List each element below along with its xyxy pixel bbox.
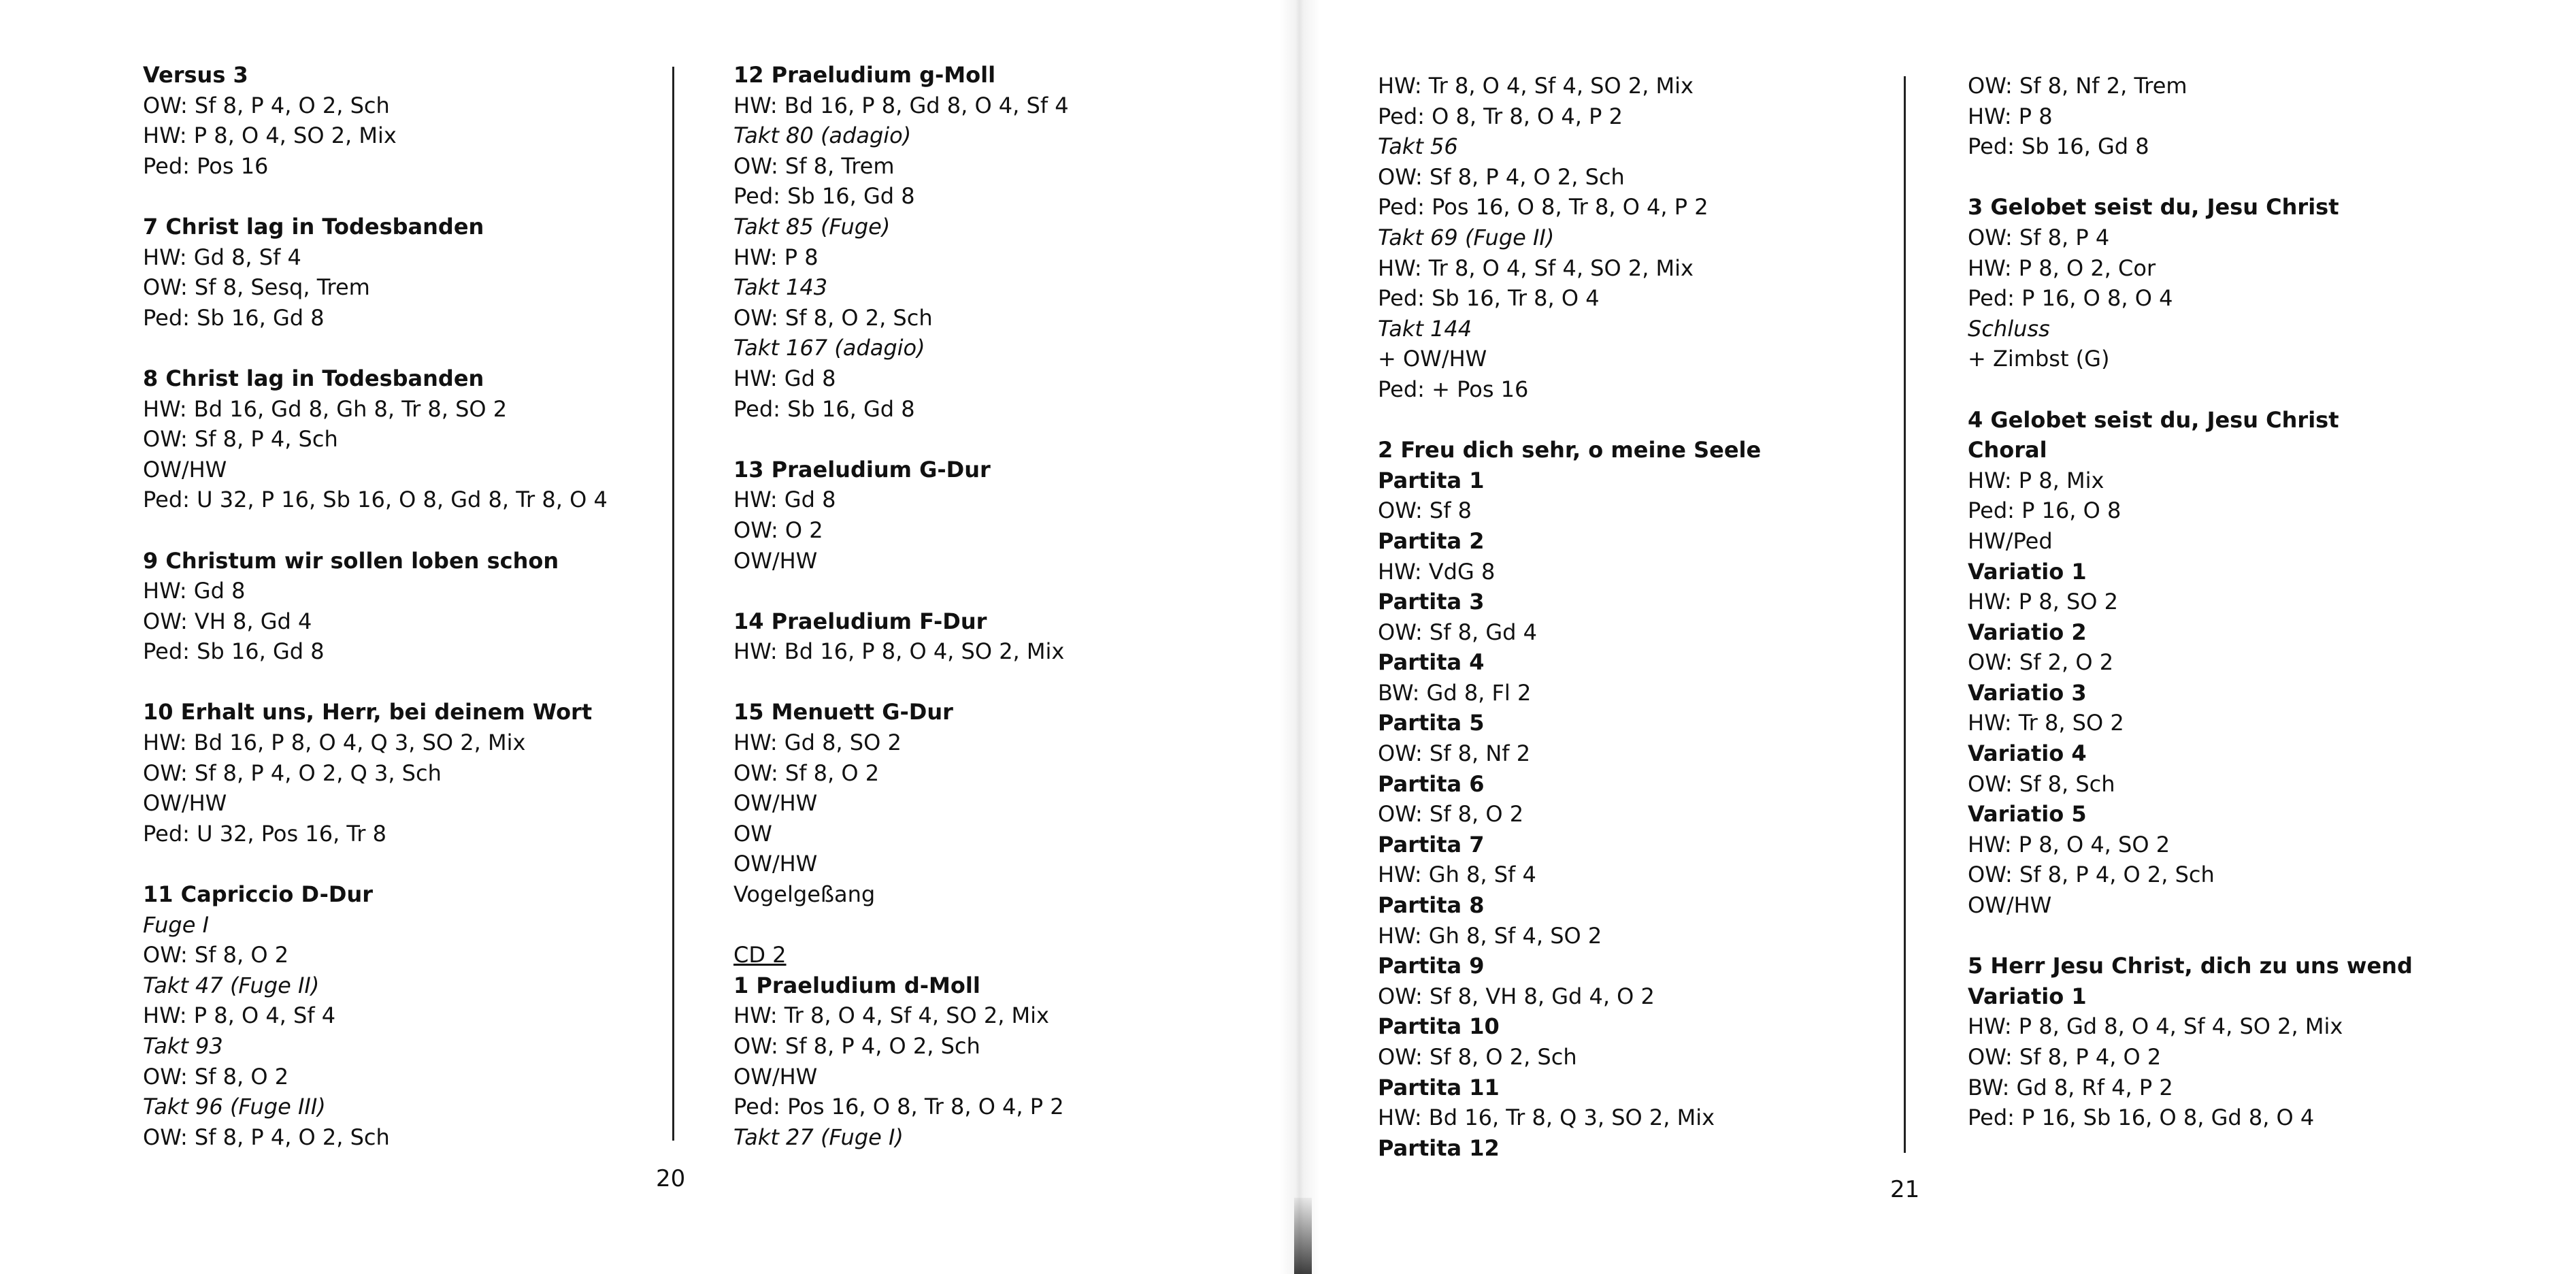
entry-note: Takt 85 (Fuge)	[733, 213, 891, 240]
registration-line: HW: Gh 8, Sf 4, SO 2	[1378, 922, 1602, 949]
entry-heading: Partita 5	[1378, 710, 1485, 736]
registration-line: OW/HW	[733, 547, 818, 574]
entry-note: Takt 143	[733, 274, 828, 301]
entry-note: Takt 80 (adagio)	[733, 122, 912, 149]
registration-line: HW: Bd 16, Gd 8, Gh 8, Tr 8, SO 2	[143, 395, 508, 422]
registration-line: OW: Sf 8, Trem	[733, 152, 895, 179]
entry-heading: 12 Praeludium g-Moll	[733, 62, 996, 88]
registration-line: HW: Bd 16, P 8, Gd 8, O 4, Sf 4	[733, 92, 1069, 118]
registration-line: OW: Sf 8, VH 8, Gd 4, O 2	[1378, 983, 1655, 1009]
registration-line: OW: Sf 8, P 4, Sch	[143, 426, 338, 453]
registration-line: HW: Tr 8, O 4, Sf 4, SO 2, Mix	[1378, 73, 1694, 99]
registration-line: HW: Bd 16, P 8, O 4, Q 3, SO 2, Mix	[143, 730, 526, 756]
registration-line: HW: VdG 8	[1378, 558, 1496, 585]
registration-line: OW/HW	[143, 790, 227, 817]
registration-line: OW: Sf 8, O 2	[143, 1063, 289, 1090]
registration-line: Ped: Sb 16, Gd 8	[733, 183, 915, 210]
registration-line: HW: Gh 8, Sf 4	[1378, 862, 1536, 888]
entry-heading: Partita 11	[1378, 1074, 1500, 1100]
registration-line: HW: Tr 8, SO 2	[1968, 710, 2124, 736]
registration-line: HW: Gd 8, SO 2	[733, 730, 902, 756]
entry-heading: 13 Praeludium G-Dur	[733, 456, 991, 483]
entry-note: Schluss	[1968, 315, 2050, 342]
entry-heading: Variatio 1	[1968, 558, 2087, 585]
section-label: CD 2	[733, 942, 787, 968]
registration-line: HW: P 8, Mix	[1968, 467, 2104, 493]
column-rule-right	[1904, 76, 1906, 1153]
entry-note: Takt 47 (Fuge II)	[143, 972, 320, 998]
entry-heading: 11 Capriccio D-Dur	[143, 881, 373, 908]
registration-line: HW: P 8, Gd 8, O 4, Sf 4, SO 2, Mix	[1968, 1013, 2343, 1040]
registration-line: HW: Gd 8	[143, 578, 246, 604]
registration-line: OW: Sf 8, Nf 2, Trem	[1968, 73, 2187, 99]
registration-line: HW: Bd 16, Tr 8, Q 3, SO 2, Mix	[1378, 1105, 1715, 1131]
registration-line: OW: Sf 8, P 4, O 2, Sch	[733, 1033, 980, 1059]
registration-line: OW: Sf 8, Sch	[1968, 770, 2115, 797]
entry-heading: Variatio 2	[1968, 619, 2087, 645]
entry-heading: Variatio 4	[1968, 740, 2087, 767]
right-page-column-1	[1378, 71, 1761, 1163]
entry-note: Takt 27 (Fuge I)	[733, 1124, 904, 1150]
spacer	[733, 667, 1069, 698]
registration-line: OW: Sf 8, P 4, O 2	[1968, 1044, 2162, 1070]
registration-line: + OW/HW	[1378, 346, 1487, 372]
entry-note: Takt 56	[1378, 133, 1458, 160]
registration-line: HW: Tr 8, O 4, Sf 4, SO 2, Mix	[1378, 255, 1694, 281]
spacer	[733, 576, 1069, 606]
registration-line: OW: Sf 8, O 2	[1378, 801, 1524, 828]
entry-heading: 9 Christum wir sollen loben schon	[143, 547, 559, 574]
registration-line: Ped: Sb 16, Gd 8	[1968, 133, 2149, 160]
entry-heading: Versus 3	[143, 62, 248, 88]
entry-heading: Partita 10	[1378, 1013, 1500, 1040]
registration-line: Ped: O 8, Tr 8, O 4, P 2	[1378, 103, 1623, 129]
registration-line: HW: Bd 16, P 8, O 4, SO 2, Mix	[733, 638, 1065, 665]
registration-line: HW: Gd 8	[733, 365, 836, 391]
entry-heading: 14 Praeludium F-Dur	[733, 608, 987, 634]
spacer	[143, 849, 608, 879]
registration-line: HW: Gd 8, Sf 4	[143, 244, 301, 270]
spacer	[143, 181, 608, 212]
entry-heading: Partita 9	[1378, 953, 1485, 979]
entry-heading: Partita 3	[1378, 589, 1485, 615]
registration-line: OW/HW	[733, 790, 818, 817]
entry-heading: Choral	[1968, 437, 2047, 463]
registration-line: HW: P 8	[1968, 103, 2053, 129]
registration-line: HW: P 8	[733, 244, 819, 270]
registration-line: OW: Sf 8, O 2	[733, 760, 880, 786]
registration-line: Ped: P 16, O 8, O 4	[1968, 285, 2173, 312]
registration-line: Ped: Pos 16, O 8, Tr 8, O 4, P 2	[733, 1094, 1064, 1120]
registration-line: HW: Tr 8, O 4, Sf 4, SO 2, Mix	[733, 1002, 1049, 1029]
left-page-column-1	[143, 60, 608, 1152]
entry-heading: 1 Praeludium d-Moll	[733, 972, 980, 998]
spacer	[143, 667, 608, 698]
registration-line: HW: P 8, SO 2	[1968, 589, 2118, 615]
entry-heading: 15 Menuett G-Dur	[733, 699, 953, 725]
left-page-column-2	[733, 60, 1069, 1152]
entry-note: Takt 69 (Fuge II)	[1378, 224, 1555, 250]
registration-line: OW: Sf 8, P 4, O 2, Sch	[143, 1124, 390, 1150]
registration-line: OW: Sf 8, P 4, O 2, Q 3, Sch	[143, 760, 442, 786]
registration-line: OW/HW	[143, 456, 227, 483]
entry-heading: Partita 6	[1378, 770, 1485, 797]
entry-heading: 2 Freu dich sehr, o meine Seele	[1378, 437, 1762, 463]
spacer	[143, 515, 608, 546]
entry-heading: Partita 4	[1378, 649, 1485, 676]
spacer	[1968, 921, 2413, 951]
page-number-right: 21	[1890, 1176, 1920, 1203]
spacer	[1968, 162, 2413, 193]
entry-note: Takt 96 (Fuge III)	[143, 1094, 326, 1120]
registration-line: OW: Sf 8, Nf 2	[1378, 740, 1531, 767]
registration-line: Ped: Pos 16, O 8, Tr 8, O 4, P 2	[1378, 194, 1708, 220]
registration-line: OW: Sf 8, O 2	[143, 942, 289, 968]
registration-line: OW: Sf 8	[1378, 497, 1472, 524]
entry-heading: Partita 2	[1378, 527, 1485, 554]
registration-line: OW/HW	[1968, 892, 2052, 919]
registration-line: OW/HW	[733, 851, 818, 877]
page-gutter	[1279, 0, 1320, 1274]
registration-line: Ped: U 32, P 16, Sb 16, O 8, Gd 8, Tr 8, O 4	[143, 487, 608, 513]
entry-heading: 8 Christ lag in Todesbanden	[143, 365, 484, 391]
registration-line: HW/Ped	[1968, 527, 2053, 554]
registration-line: OW: Sf 8, Sesq, Trem	[143, 274, 370, 301]
registration-line: OW: Sf 8, P 4, O 2, Sch	[1378, 163, 1625, 190]
registration-line: OW: Sf 8, P 4	[1968, 224, 2110, 250]
registration-line: OW	[733, 820, 772, 847]
registration-line: Ped: U 32, Pos 16, Tr 8	[143, 820, 386, 847]
spacer	[1968, 374, 2413, 405]
gutter-shadow	[1294, 1198, 1312, 1274]
page-number-left: 20	[656, 1165, 686, 1192]
registration-line: Vogelgeßang	[733, 881, 876, 908]
registration-line: OW: Sf 8, P 4, O 2, Sch	[1968, 862, 2215, 888]
entry-heading: 3 Gelobet seist du, Jesu Christ	[1968, 194, 2339, 220]
registration-line: Ped: + Pos 16	[1378, 376, 1529, 402]
registration-line: OW: Sf 2, O 2	[1968, 649, 2114, 676]
entry-note: Fuge I	[143, 911, 209, 938]
entry-heading: Variatio 3	[1968, 679, 2087, 706]
column-rule-left	[672, 67, 674, 1141]
entry-heading: Variatio 1	[1968, 983, 2087, 1009]
entry-note: Takt 167 (adagio)	[733, 335, 925, 361]
spacer	[143, 333, 608, 363]
entry-heading: 10 Erhalt uns, Herr, bei deinem Wort	[143, 699, 593, 725]
registration-line: Ped: P 16, Sb 16, O 8, Gd 8, O 4	[1968, 1105, 2315, 1131]
entry-heading: 7 Christ lag in Todesbanden	[143, 213, 484, 240]
registration-line: OW: Sf 8, O 2, Sch	[733, 304, 933, 331]
registration-line: OW: Sf 8, O 2, Sch	[1378, 1044, 1577, 1070]
entry-note: Takt 93	[143, 1033, 223, 1059]
entry-heading: Partita 8	[1378, 892, 1485, 919]
registration-line: BW: Gd 8, Rf 4, P 2	[1968, 1074, 2173, 1100]
registration-line: Ped: Pos 16	[143, 152, 269, 179]
spacer	[1378, 405, 1761, 436]
registration-line: Ped: Sb 16, Gd 8	[733, 395, 915, 422]
registration-line: OW: Sf 8, Gd 4	[1378, 619, 1537, 645]
registration-line: OW/HW	[733, 1063, 818, 1090]
registration-line: Ped: Sb 16, Gd 8	[143, 304, 325, 331]
registration-line: Ped: P 16, O 8	[1968, 497, 2121, 524]
registration-line: OW: O 2	[733, 517, 823, 543]
registration-line: HW: Gd 8	[733, 487, 836, 513]
registration-line: HW: P 8, O 4, Sf 4	[143, 1002, 336, 1029]
registration-line: HW: P 8, O 4, SO 2, Mix	[143, 122, 397, 149]
spacer	[733, 424, 1069, 455]
entry-heading: Partita 12	[1378, 1134, 1500, 1161]
entry-heading: 4 Gelobet seist du, Jesu Christ	[1968, 406, 2339, 433]
right-page-column-2	[1968, 71, 2413, 1133]
registration-line: HW: P 8, O 2, Cor	[1968, 255, 2156, 281]
entry-note: Takt 144	[1378, 315, 1472, 342]
registration-line: Ped: Sb 16, Gd 8	[143, 638, 325, 665]
entry-heading: Variatio 5	[1968, 801, 2087, 828]
entry-heading: 5 Herr Jesu Christ, dich zu uns wend	[1968, 953, 2413, 979]
registration-line: OW: Sf 8, P 4, O 2, Sch	[143, 92, 390, 118]
registration-line: BW: Gd 8, Fl 2	[1378, 679, 1532, 706]
entry-heading: Partita 1	[1378, 467, 1485, 493]
registration-line: OW: VH 8, Gd 4	[143, 608, 312, 634]
registration-line: + Zimbst (G)	[1968, 346, 2110, 372]
spacer	[733, 910, 1069, 941]
registration-line: Ped: Sb 16, Tr 8, O 4	[1378, 285, 1600, 312]
registration-line: HW: P 8, O 4, SO 2	[1968, 831, 2170, 858]
entry-heading: Partita 7	[1378, 831, 1485, 858]
